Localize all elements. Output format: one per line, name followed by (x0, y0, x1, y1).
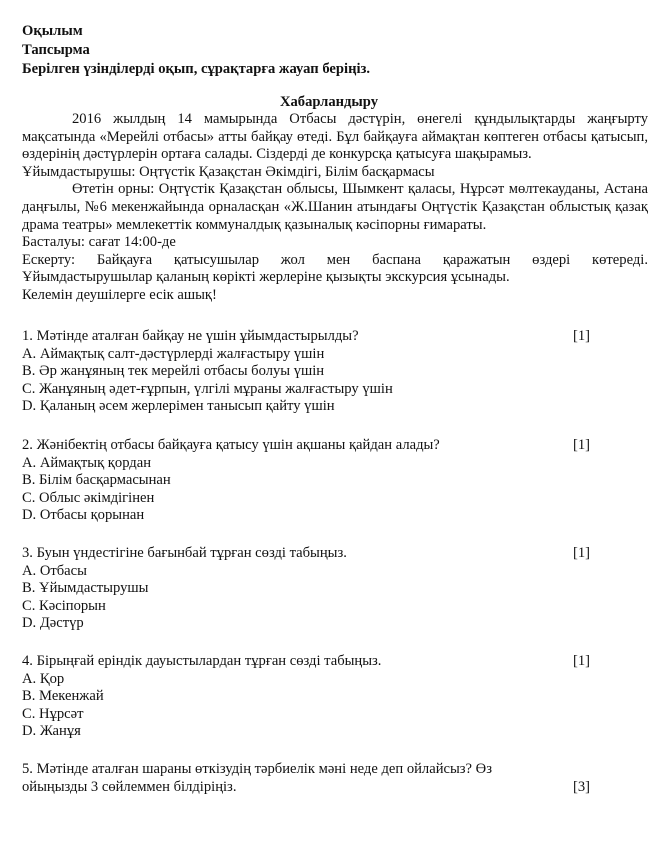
score-mark: [3] (572, 778, 590, 795)
answer-option-b: B. Мекенжай (22, 688, 104, 704)
question-text: 3. Буын үндестігіне бағынбай тұрған сөзді табыңыз. (22, 545, 347, 561)
question-5 (22, 761, 608, 796)
question-2 (22, 437, 608, 525)
answer-option-a: A. Аймақтық қордан (22, 454, 152, 471)
answer-option-d: D. Отбасы қорынан (22, 507, 145, 523)
instruction-heading: Берілген үзінділерді оқып, сұрақтарға жауап беріңіз. (22, 61, 371, 77)
answer-option-b: B. Білім басқармасынан (22, 472, 171, 488)
answer-option-c: C. Жанұяның әдет-ғұрпын, үлгілі мұраны жалғастыру үшін (22, 380, 393, 397)
worksheet-header (22, 22, 370, 79)
answer-option-d: D. Жанұя (22, 723, 81, 739)
question-1 (22, 328, 608, 416)
answer-option-d: D. Қаланың әсем жерлерімен танысып қайту үшін (22, 398, 335, 414)
score-mark: [1] (572, 328, 590, 344)
announcement-title: Хабарландыру (279, 94, 379, 110)
answer-option-a: A. Қор (22, 670, 65, 687)
answer-option-b: B. Ұйымдастырушы (22, 580, 149, 596)
announcement-body (22, 111, 648, 305)
announcement-note-continued: Ұйымдастырушылар қаланың көрікті жерлеріне қызықты экскурсия ұсынады. (22, 269, 510, 286)
answer-option-a: A. Отбасы (22, 562, 87, 579)
announcement-start-time: Басталуы: сағат 14:00-де (22, 234, 176, 251)
question-text: 1. Мәтінде аталған байқау не үшін ұйымдастырылды? (22, 328, 359, 344)
answer-option-c: C. Нұрсәт (22, 705, 84, 722)
task-heading: Тапсырма (22, 42, 90, 58)
answer-option-d: D. Дәстүр (22, 615, 84, 631)
subject-heading: Оқылым (22, 23, 83, 39)
question-4 (22, 653, 608, 741)
question-text: 5. Мәтінде аталған шараны өткізудің тәрбиелік мәні неде деп ойлайсыз? Өз ойыңызды 3 сөйлеммен білдіріңіз. (22, 761, 492, 795)
answer-option-a: A. Аймақтық салт-дәстүрлерді жалғастыру үшін (22, 345, 325, 362)
question-3 (22, 545, 608, 633)
answer-option-b: B. Әр жанұяның тек мерейлі отбасы болуы үшін (22, 363, 325, 379)
answer-option-c: C. Облыс әкімдігінен (22, 489, 155, 506)
score-mark: [1] (572, 545, 590, 561)
announcement-note: Ескерту: Байқауға қатысушылар жол мен баспана қаражатын өздері көтереді. (22, 251, 648, 268)
question-text: 4. Бірыңғай еріндік дауыстылардан тұрған сөзді табыңыз. (22, 653, 382, 669)
score-mark: [1] (572, 437, 590, 453)
announcement-venue: Өтетін орны: Оңтүстік Қазақстан облысы, Шымкент қаласы, Нұрсәт мөлтекауданы, Астана даңғылы, №6 мекенжайында орналасқан «Ж.Шанин атындағы Оңтүстік Қазақстан облыстық қазақ драма театры» мемлекеттік коммуналдық қазыналық кәсіпорны ғимараты. (22, 181, 648, 233)
answer-option-c: C. Кәсіпорын (22, 597, 106, 614)
announcement-welcome: Келемін деушілерге есік ашық! (22, 286, 217, 303)
announcement-paragraph: 2016 жылдың 14 мамырында Отбасы дәстүрін, өнегелі құндылықтарды жаңғырту мақсатында «Мерейлі отбасы» атты байқау өтеді. Бұл байқауға аймақтан көптеген отбасы қатысып, өздерінің дәстүрлерін ортаға салады. Сіздерді де конкурсқа қатысуға шақырамыз. (22, 111, 648, 163)
announcement-organizers: Ұйымдастырушы: Оңтүстік Қазақстан Әкімдігі, Білім басқармасы (22, 163, 435, 180)
score-mark: [1] (572, 653, 590, 669)
question-text: 2. Жәнібектің отбасы байқауға қатысу үшін ақшаны қайдан алады? (22, 437, 440, 453)
